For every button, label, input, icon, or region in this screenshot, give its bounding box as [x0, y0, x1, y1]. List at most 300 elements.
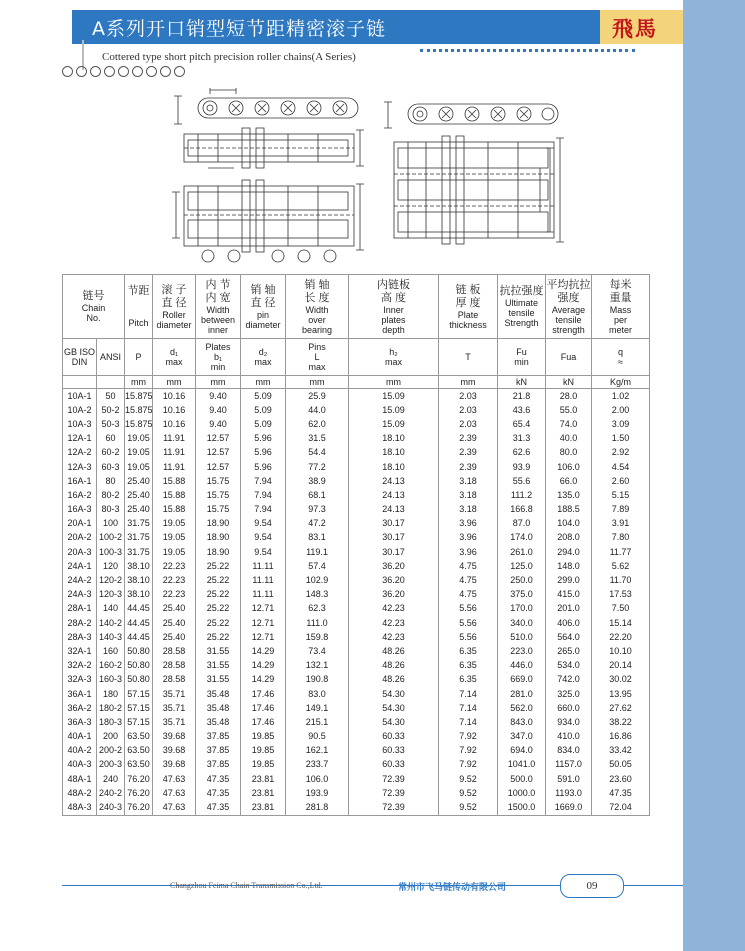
table-cell: 31.75: [125, 531, 153, 545]
table-cell: 250.0: [498, 573, 546, 587]
table-cell: 190.8: [286, 673, 349, 687]
table-row: [63, 715, 650, 729]
table-cell: 43.6: [498, 403, 546, 417]
table-cell: 11.11: [241, 559, 286, 573]
table-cell: 31.55: [196, 644, 241, 658]
table-cell: 834.0: [546, 744, 592, 758]
table-cell: 62.0: [286, 417, 349, 431]
table-cell: 12.57: [196, 460, 241, 474]
table-cell: 50: [97, 389, 125, 404]
table-row: [63, 531, 650, 545]
table-row: [63, 616, 650, 630]
table-cell: 36A-1: [63, 687, 97, 701]
page-title: A系列开口销型短节距精密滚子链: [92, 18, 386, 40]
table-cell: 18.10: [349, 432, 439, 446]
table-cell: 1669.0: [546, 800, 592, 815]
table-cell: 60.33: [349, 744, 439, 758]
table-cell: 5.09: [241, 403, 286, 417]
table-cell: 11.77: [592, 545, 650, 559]
table-cell: 19.85: [241, 758, 286, 772]
table-cell: 30.17: [349, 517, 439, 531]
table-cell: 591.0: [546, 772, 592, 786]
table-cell: 16.86: [592, 730, 650, 744]
table-cell: 25.22: [196, 588, 241, 602]
header-row-symbols: [63, 339, 650, 376]
table-cell: 65.4: [498, 417, 546, 431]
table-cell: 39.68: [153, 758, 196, 772]
chain-spec-table: [62, 274, 650, 816]
brand-logo: 飛馬: [612, 16, 658, 41]
table-cell: 534.0: [546, 659, 592, 673]
unit-cell: mm: [125, 376, 153, 389]
table-cell: 7.50: [592, 602, 650, 616]
table-cell: 76.20: [125, 800, 153, 815]
table-cell: 19.85: [241, 744, 286, 758]
table-cell: 47.63: [153, 772, 196, 786]
table-cell: 47.35: [196, 772, 241, 786]
table-cell: 36A-3: [63, 715, 97, 729]
table-cell: 325.0: [546, 687, 592, 701]
table-cell: 18.90: [196, 517, 241, 531]
table-cell: 140-2: [97, 616, 125, 630]
table-cell: 5.56: [439, 602, 498, 616]
table-cell: 25.22: [196, 616, 241, 630]
table-cell: 28.58: [153, 659, 196, 673]
table-cell: 660.0: [546, 701, 592, 715]
table-cell: 120-3: [97, 588, 125, 602]
table-cell: 47.63: [153, 800, 196, 815]
sym-h2: h₂ max: [349, 339, 439, 376]
table-cell: 2.00: [592, 403, 650, 417]
table-cell: 10A-2: [63, 403, 97, 417]
table-cell: 19.05: [125, 432, 153, 446]
table-cell: 27.62: [592, 701, 650, 715]
table-cell: 132.1: [286, 659, 349, 673]
table-cell: 125.0: [498, 559, 546, 573]
col-inner-width: 内 节 内 宽 Width between inner: [196, 275, 241, 339]
table-cell: 193.9: [286, 786, 349, 800]
table-cell: 60: [97, 432, 125, 446]
table-cell: 25.22: [196, 573, 241, 587]
table-cell: 33.42: [592, 744, 650, 758]
table-cell: 340.0: [498, 616, 546, 630]
table-cell: 5.15: [592, 488, 650, 502]
table-cell: 60.33: [349, 758, 439, 772]
table-cell: 9.40: [196, 403, 241, 417]
sym-b1: Plates b₁ min: [196, 339, 241, 376]
table-cell: 2.03: [439, 389, 498, 404]
table-cell: 7.80: [592, 531, 650, 545]
table-cell: 16A-2: [63, 488, 97, 502]
table-cell: 201.0: [546, 602, 592, 616]
table-cell: 48A-1: [63, 772, 97, 786]
sym-q: q ≈: [592, 339, 650, 376]
table-cell: 223.0: [498, 644, 546, 658]
table-cell: 63.50: [125, 758, 153, 772]
table-cell: 76.20: [125, 772, 153, 786]
table-cell: 2.60: [592, 474, 650, 488]
sym-ansi: ANSI: [97, 339, 125, 376]
table-cell: 40.0: [546, 432, 592, 446]
table-cell: 148.0: [546, 559, 592, 573]
table-cell: 15.88: [153, 503, 196, 517]
footer-company-en: Changzhou Feima Chain Transmission Co.,Ltd.: [170, 881, 323, 890]
table-cell: 100-3: [97, 545, 125, 559]
table-cell: 19.05: [153, 545, 196, 559]
table-cell: 72.39: [349, 800, 439, 815]
table-cell: 11.91: [153, 446, 196, 460]
table-row: [63, 488, 650, 502]
table-cell: 32A-1: [63, 644, 97, 658]
table-cell: 30.17: [349, 531, 439, 545]
table-cell: 23.60: [592, 772, 650, 786]
table-cell: 233.7: [286, 758, 349, 772]
table-cell: 28A-2: [63, 616, 97, 630]
table-cell: 62.3: [286, 602, 349, 616]
table-cell: 135.0: [546, 488, 592, 502]
table-cell: 7.14: [439, 715, 498, 729]
table-cell: 15.875: [125, 389, 153, 404]
table-cell: 111.0: [286, 616, 349, 630]
table-cell: 2.03: [439, 403, 498, 417]
table-row: [63, 730, 650, 744]
table-cell: 63.50: [125, 730, 153, 744]
page-subtitle: Cottered type short pitch precision roller chains(A Series): [102, 51, 356, 63]
table-cell: 562.0: [498, 701, 546, 715]
sym-fua: Fua: [546, 339, 592, 376]
table-cell: 50.80: [125, 659, 153, 673]
table-cell: 7.92: [439, 758, 498, 772]
table-cell: 100-2: [97, 531, 125, 545]
table-cell: 15.14: [592, 616, 650, 630]
table-cell: 12.57: [196, 432, 241, 446]
unit-cell: mm: [349, 376, 439, 389]
table-cell: 11.11: [241, 588, 286, 602]
table-cell: 44.45: [125, 602, 153, 616]
table-cell: 40A-2: [63, 744, 97, 758]
table-cell: 32A-3: [63, 673, 97, 687]
unit-cell: mm: [153, 376, 196, 389]
table-row: [63, 474, 650, 488]
table-cell: 36A-2: [63, 701, 97, 715]
table-cell: 50.80: [125, 673, 153, 687]
table-cell: 23.81: [241, 772, 286, 786]
table-cell: 9.40: [196, 417, 241, 431]
table-cell: 20.14: [592, 659, 650, 673]
table-cell: 7.94: [241, 503, 286, 517]
table-cell: 57.15: [125, 687, 153, 701]
table-cell: 25.40: [153, 616, 196, 630]
table-cell: 240-3: [97, 800, 125, 815]
duplex-side-view: [172, 180, 364, 262]
table-cell: 72.39: [349, 772, 439, 786]
table-cell: 15.75: [196, 488, 241, 502]
table-cell: 106.0: [286, 772, 349, 786]
table-cell: 80: [97, 474, 125, 488]
table-cell: 16A-3: [63, 503, 97, 517]
table-body: [63, 389, 650, 816]
header-row-names: [63, 275, 650, 339]
table-cell: 14.29: [241, 659, 286, 673]
header-row-units: [63, 376, 650, 389]
table-row: [63, 673, 650, 687]
table-cell: 80.0: [546, 446, 592, 460]
table-cell: 77.2: [286, 460, 349, 474]
table-cell: 9.52: [439, 786, 498, 800]
table-cell: 28A-1: [63, 602, 97, 616]
table-cell: 35.71: [153, 715, 196, 729]
table-cell: 31.55: [196, 673, 241, 687]
table-cell: 2.39: [439, 446, 498, 460]
table-cell: 1157.0: [546, 758, 592, 772]
table-row: [63, 630, 650, 644]
table-cell: 17.46: [241, 687, 286, 701]
table-cell: 37.85: [196, 744, 241, 758]
table-cell: 261.0: [498, 545, 546, 559]
table-cell: 162.1: [286, 744, 349, 758]
table-cell: 44.45: [125, 616, 153, 630]
table-cell: 35.71: [153, 687, 196, 701]
table-cell: 6.35: [439, 659, 498, 673]
chain-diagram-right: [378, 96, 568, 256]
table-cell: 7.89: [592, 503, 650, 517]
table-cell: 120: [97, 559, 125, 573]
table-cell: 12.71: [241, 630, 286, 644]
table-row: [63, 701, 650, 715]
table-cell: 10A-1: [63, 389, 97, 404]
col-mass: 每米 重量 Mass per meter: [592, 275, 650, 339]
table-cell: 160-3: [97, 673, 125, 687]
table-row: [63, 545, 650, 559]
table-cell: 3.09: [592, 417, 650, 431]
table-cell: 21.8: [498, 389, 546, 404]
table-cell: 38.10: [125, 559, 153, 573]
chain-diagram-left: [168, 88, 368, 266]
table-cell: 3.96: [439, 517, 498, 531]
table-cell: 3.18: [439, 503, 498, 517]
table-cell: 57.4: [286, 559, 349, 573]
table-cell: 19.85: [241, 730, 286, 744]
table-cell: 39.68: [153, 730, 196, 744]
table-row: [63, 659, 650, 673]
table-cell: 38.9: [286, 474, 349, 488]
table-cell: 15.09: [349, 417, 439, 431]
table-cell: 934.0: [546, 715, 592, 729]
table-cell: 50-2: [97, 403, 125, 417]
table-cell: 5.56: [439, 616, 498, 630]
table-cell: 7.14: [439, 687, 498, 701]
table-cell: 17.53: [592, 588, 650, 602]
table-row: [63, 446, 650, 460]
table-cell: 240: [97, 772, 125, 786]
table-cell: 10.10: [592, 644, 650, 658]
table-cell: 5.96: [241, 460, 286, 474]
table-row: [63, 644, 650, 658]
table-cell: 3.18: [439, 474, 498, 488]
triplex-side-view: [394, 136, 564, 244]
table-cell: 120-2: [97, 573, 125, 587]
table-cell: 54.30: [349, 715, 439, 729]
table-cell: 20A-1: [63, 517, 97, 531]
table-cell: 22.23: [153, 573, 196, 587]
table-cell: 57.15: [125, 701, 153, 715]
table-cell: 7.94: [241, 474, 286, 488]
table-cell: 28.58: [153, 673, 196, 687]
table-cell: 87.0: [498, 517, 546, 531]
table-cell: 5.09: [241, 417, 286, 431]
table-cell: 54.30: [349, 687, 439, 701]
table-cell: 15.75: [196, 503, 241, 517]
table-cell: 80-2: [97, 488, 125, 502]
table-cell: 14.29: [241, 673, 286, 687]
unit-cell: kN: [546, 376, 592, 389]
table-cell: 63.50: [125, 744, 153, 758]
unit-cell: Kg/m: [592, 376, 650, 389]
table-cell: 22.20: [592, 630, 650, 644]
sym-t: T: [439, 339, 498, 376]
table-cell: 11.91: [153, 432, 196, 446]
table-cell: 347.0: [498, 730, 546, 744]
table-cell: 54.30: [349, 701, 439, 715]
table-cell: 15.88: [153, 474, 196, 488]
table-cell: 2.03: [439, 417, 498, 431]
table-cell: 3.96: [439, 531, 498, 545]
table-cell: 25.9: [286, 389, 349, 404]
table-cell: 1041.0: [498, 758, 546, 772]
table-cell: 9.40: [196, 389, 241, 404]
table-cell: 10A-3: [63, 417, 97, 431]
sym-fu: Fu min: [498, 339, 546, 376]
table-cell: 38.10: [125, 573, 153, 587]
table-cell: 66.0: [546, 474, 592, 488]
table-cell: 15.75: [196, 474, 241, 488]
table-cell: 36.20: [349, 588, 439, 602]
table-cell: 50-3: [97, 417, 125, 431]
table-cell: 76.20: [125, 786, 153, 800]
table-cell: 30.17: [349, 545, 439, 559]
table-cell: 25.40: [125, 503, 153, 517]
table-cell: 7.92: [439, 744, 498, 758]
table-cell: 25.40: [125, 488, 153, 502]
table-cell: 24.13: [349, 474, 439, 488]
table-cell: 2.39: [439, 432, 498, 446]
table-row: [63, 432, 650, 446]
unit-cell: mm: [439, 376, 498, 389]
table-row: [63, 588, 650, 602]
table-cell: 188.5: [546, 503, 592, 517]
table-cell: 4.75: [439, 573, 498, 587]
table-cell: 25.22: [196, 602, 241, 616]
table-cell: 39.68: [153, 744, 196, 758]
table-cell: 7.92: [439, 730, 498, 744]
unit-cell: mm: [286, 376, 349, 389]
table-row: [63, 602, 650, 616]
table-cell: 73.4: [286, 644, 349, 658]
table-cell: 9.54: [241, 531, 286, 545]
table-cell: 12.57: [196, 446, 241, 460]
table-cell: 47.2: [286, 517, 349, 531]
table-cell: 6.35: [439, 644, 498, 658]
table-cell: 1.50: [592, 432, 650, 446]
table-cell: 54.4: [286, 446, 349, 460]
unit-cell: kN: [498, 376, 546, 389]
table-cell: 22.23: [153, 588, 196, 602]
table-cell: 60.33: [349, 730, 439, 744]
table-cell: 18.10: [349, 446, 439, 460]
table-cell: 170.0: [498, 602, 546, 616]
table-cell: 35.48: [196, 715, 241, 729]
table-row: [63, 687, 650, 701]
table-cell: 15.09: [349, 403, 439, 417]
col-chain-no: 链号 Chain No.: [63, 275, 125, 339]
table-cell: 446.0: [498, 659, 546, 673]
table-cell: 35.48: [196, 701, 241, 715]
table-cell: 15.875: [125, 403, 153, 417]
table-cell: 48.26: [349, 644, 439, 658]
table-cell: 11.11: [241, 573, 286, 587]
table-cell: 106.0: [546, 460, 592, 474]
table-cell: 80-3: [97, 503, 125, 517]
table-cell: 47.35: [592, 786, 650, 800]
table-cell: 159.8: [286, 630, 349, 644]
table-cell: 240-2: [97, 786, 125, 800]
col-ultimate-strength: 抗拉强度 Ultimate tensile Strength: [498, 275, 546, 339]
table-cell: 55.0: [546, 403, 592, 417]
table-cell: 843.0: [498, 715, 546, 729]
table-cell: 281.8: [286, 800, 349, 815]
table-cell: 694.0: [498, 744, 546, 758]
table-cell: 83.0: [286, 687, 349, 701]
table-cell: 3.96: [439, 545, 498, 559]
table-cell: 28.58: [153, 644, 196, 658]
table-cell: 42.23: [349, 602, 439, 616]
table-cell: 25.40: [153, 630, 196, 644]
table-cell: 1500.0: [498, 800, 546, 815]
table-cell: 510.0: [498, 630, 546, 644]
table-cell: 35.48: [196, 687, 241, 701]
table-row: [63, 389, 650, 404]
col-pitch: 节距 Pitch: [125, 275, 153, 339]
table-cell: 17.46: [241, 715, 286, 729]
table-row: [63, 744, 650, 758]
page-number: 09: [560, 874, 624, 898]
table-cell: 38.10: [125, 588, 153, 602]
table-cell: 500.0: [498, 772, 546, 786]
table-cell: 149.1: [286, 701, 349, 715]
table-cell: 12.71: [241, 602, 286, 616]
table-cell: 28.0: [546, 389, 592, 404]
table-cell: 68.1: [286, 488, 349, 502]
unit-cell: mm: [196, 376, 241, 389]
table-cell: 36.20: [349, 573, 439, 587]
table-cell: 5.96: [241, 446, 286, 460]
table-cell: 19.05: [153, 517, 196, 531]
table-cell: 669.0: [498, 673, 546, 687]
table-cell: 281.0: [498, 687, 546, 701]
table-cell: 18.10: [349, 460, 439, 474]
table-cell: 15.09: [349, 389, 439, 404]
sym-l: Pins L max: [286, 339, 349, 376]
table-cell: 44.0: [286, 403, 349, 417]
table-cell: 83.1: [286, 531, 349, 545]
table-cell: 24A-2: [63, 573, 97, 587]
table-cell: 22.23: [153, 559, 196, 573]
table-cell: 74.0: [546, 417, 592, 431]
table-cell: 104.0: [546, 517, 592, 531]
col-roller-diameter: 滚 子 直 径 Roller diameter: [153, 275, 196, 339]
table-cell: 31.5: [286, 432, 349, 446]
table-cell: 160: [97, 644, 125, 658]
